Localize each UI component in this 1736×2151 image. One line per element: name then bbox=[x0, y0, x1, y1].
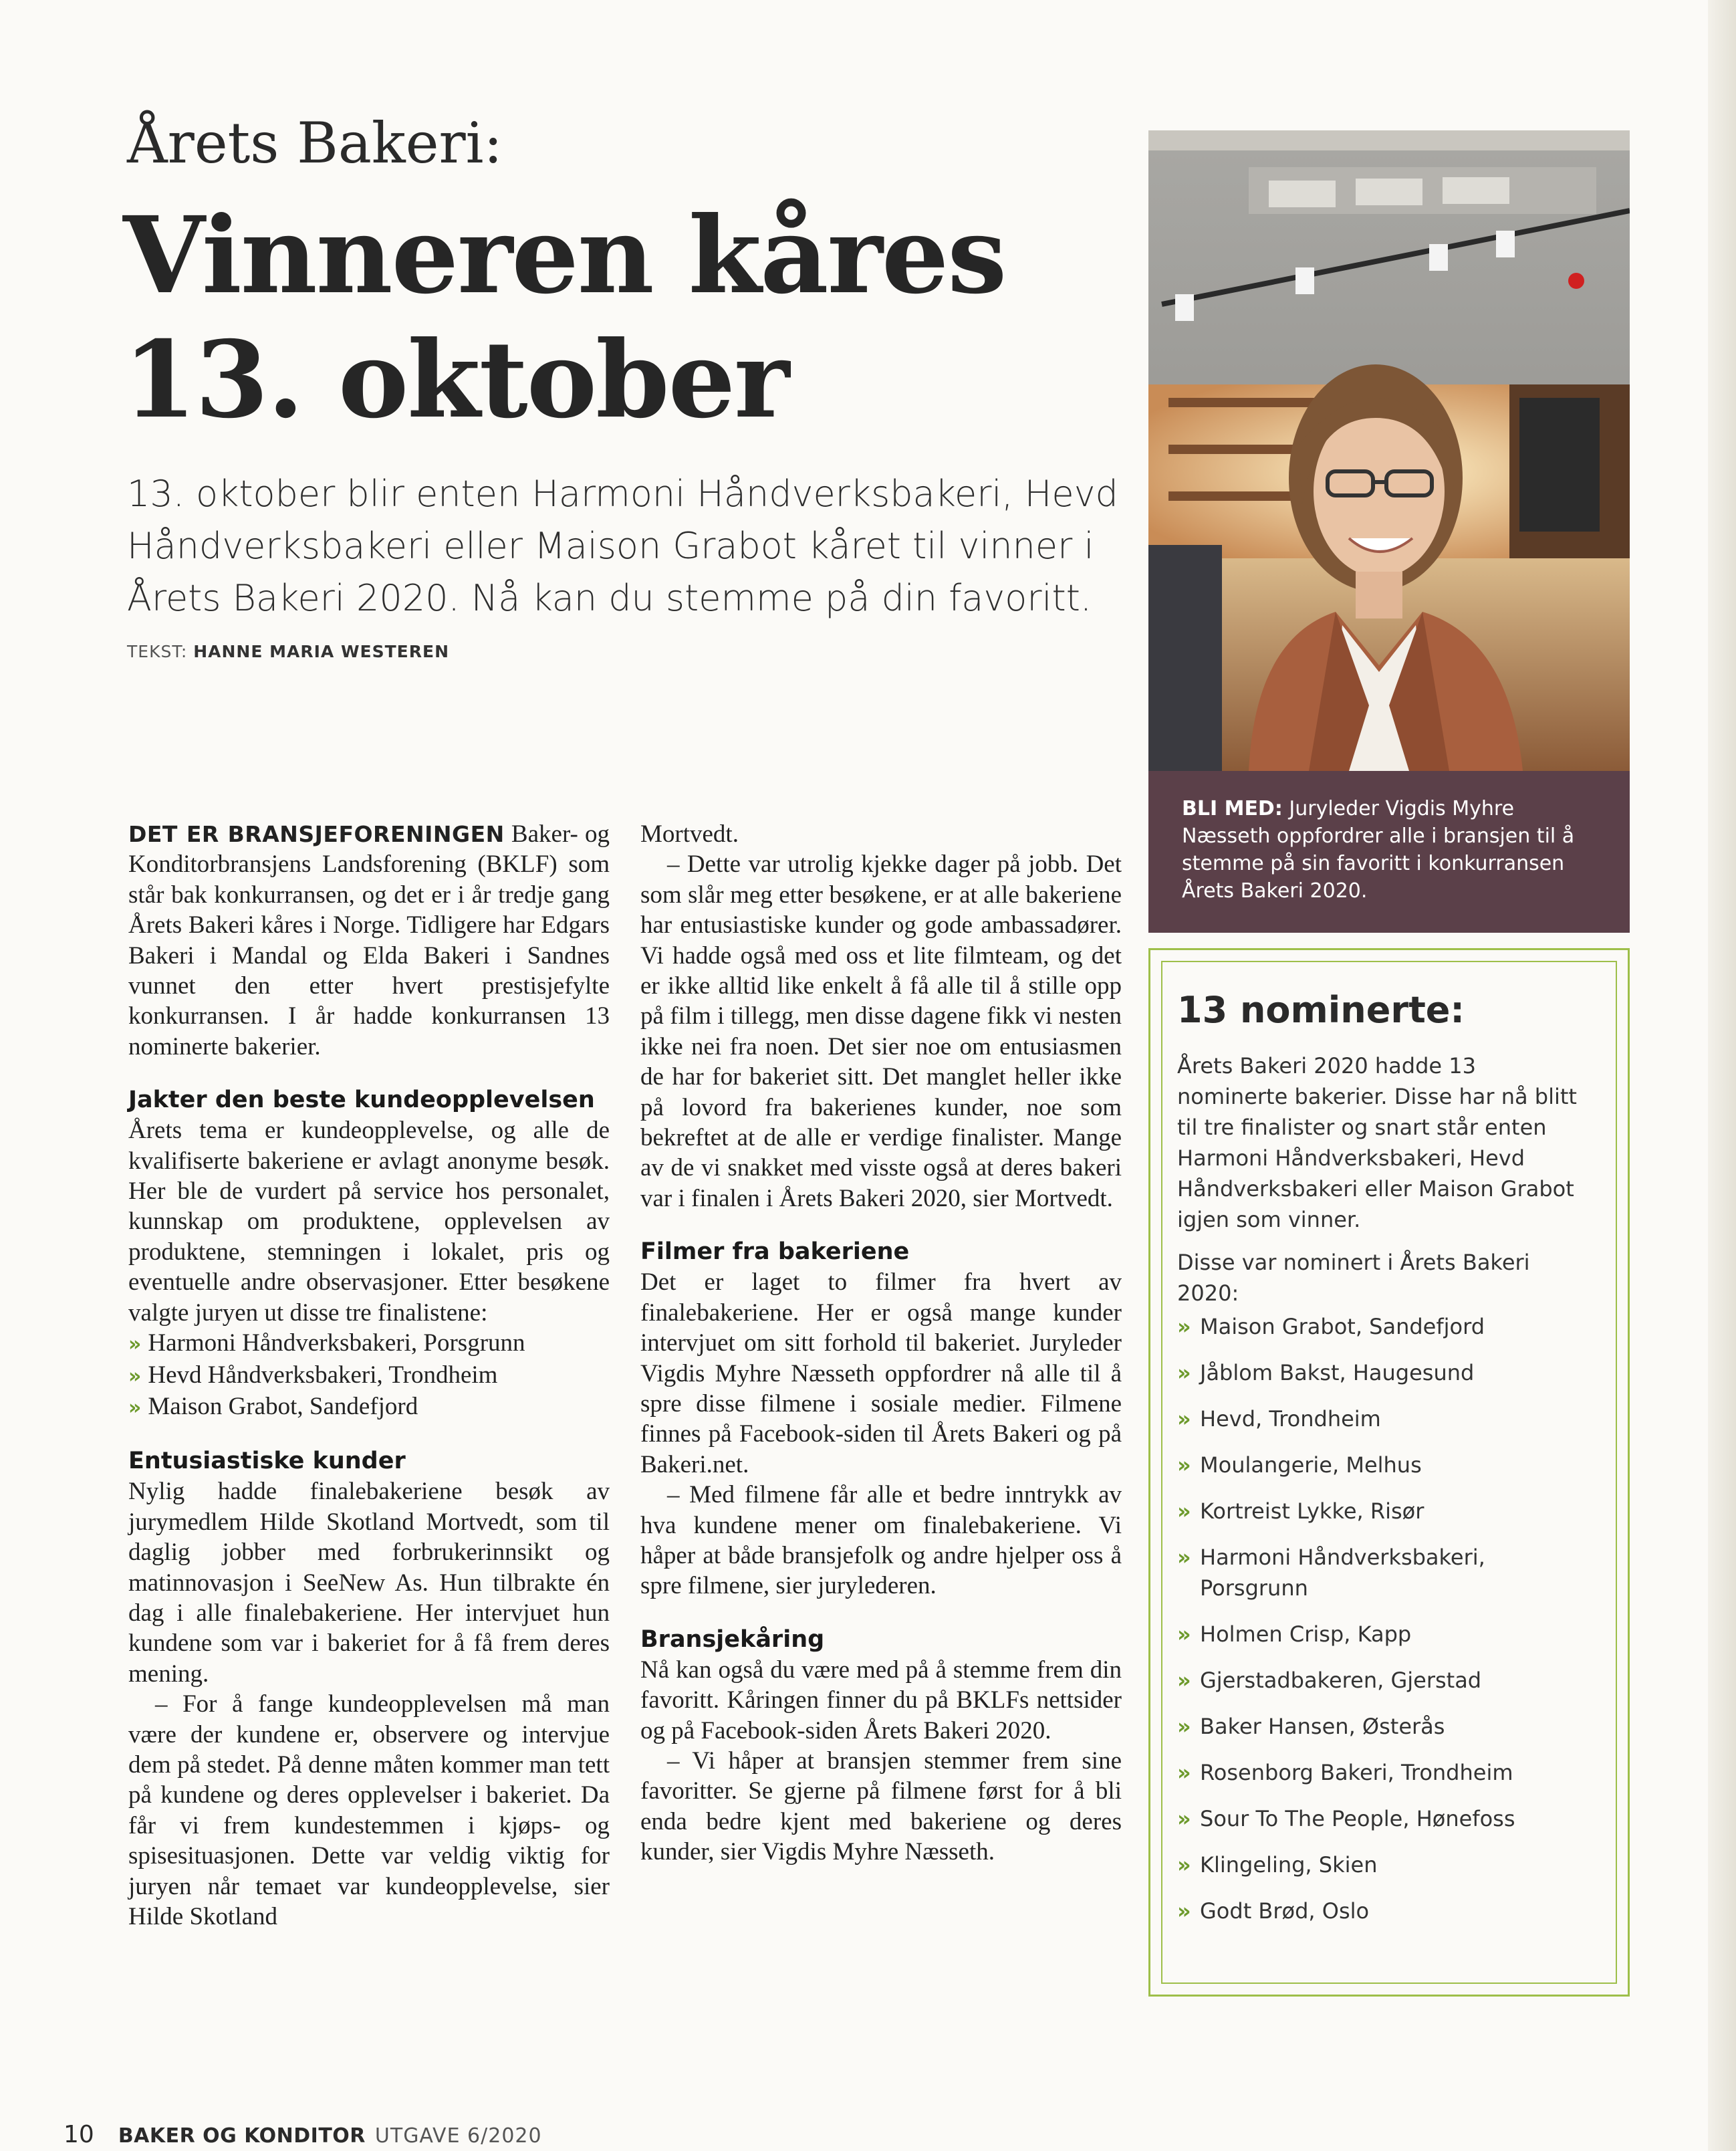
byline bbox=[127, 642, 449, 661]
list-item: » Harmoni Håndverksbakeri, Porsgrunn bbox=[128, 1329, 525, 1357]
caption-text: Juryleder Vigdis Myhre Næsseth oppfordrer alle i bransjen til å stemme på sin favoritt i konkurransen Årets Bakeri 2020. bbox=[1182, 797, 1575, 903]
subheading-filmer: Filmer fra bakeriene bbox=[640, 1238, 910, 1266]
kicker: Årets Bakeri: bbox=[127, 110, 503, 176]
paragraph-fange: – For å fange kundeopplevelsen må man være der kundene er, observere og intervjue dem på stedet. På denne måten kommer man tett på kundene og deres opplevelser i bakeriet. Da får vi frem kundestemmen i kjøps- og spisesituasjonen. Dette var veldig viktig for juryen når temaet var kundeopplevelse, sier Hilde Skotland bbox=[128, 1690, 610, 1930]
article-column-2 bbox=[640, 819, 1122, 1867]
paragraph-haper: – Vi håper at bransjen stemmer frem sine favoritter. Se gjerne på filmene først for å bli enda bedre kjent med bakeriene og deres kunder, sier Vigdis Myhre Næsseth. bbox=[640, 1746, 1122, 1866]
list-item: » Maison Grabot, Sandefjord bbox=[1177, 1311, 1592, 1342]
paragraph-kjekke: – Dette var utrolig kjekke dager på jobb. Det som slår meg etter besøkene, er at alle bakeriene har entusiastiske kunder og gode ambassadører. Vi hadde også med oss et lite filmteam, og det er ikke alltid like enkelt å få alle til å stille opp på film i tillegg, men disse dagene fikk vi nesten ikke nei fra noen. Det sier noe om entusiasmen de har for bakeriet sitt. Det manglet heller ikke på lovord fra bakerienes kunder, noe som bekreftet at de alle er verdige finalister. Mange av de vi snakket med visste også at deres bakeri var i finalen i Årets Bakeri 2020, sier Mortvedt. bbox=[640, 851, 1122, 1212]
subheading-entusiastiske: Entusiastiske kunder bbox=[128, 1448, 406, 1475]
list-item: » Sour To The People, Hønefoss bbox=[1177, 1803, 1592, 1834]
chevron-icon: » bbox=[1177, 1898, 1191, 1924]
magazine-name: BAKER OG KONDITOR bbox=[118, 2124, 366, 2148]
chevron-icon: » bbox=[128, 1333, 142, 1357]
nominees-list bbox=[1177, 1311, 1592, 1942]
chevron-icon: » bbox=[1177, 1806, 1191, 1831]
chevron-icon: » bbox=[1177, 1621, 1191, 1647]
paragraph-mortvedt: Mortvedt. bbox=[640, 820, 739, 848]
chevron-icon: » bbox=[1177, 1760, 1191, 1785]
chevron-icon: » bbox=[1177, 1314, 1191, 1339]
finalists-list bbox=[128, 1328, 610, 1423]
lead-paragraph: 13. oktober blir enten Harmoni Håndverksbakeri, Hevd Håndverksbakeri eller Maison Grabot kåret til vinner i Årets Bakeri 2020. Nå kan du stemme på din favoritt. bbox=[127, 473, 1118, 619]
paragraph-entusiastiske: Nylig hadde finalebakeriene besøk av jurymedlem Hilde Skotland Mortvedt, som til daglig jobber med forbrukerinnsikt og matinnovasjon i SeeNew As. Hun tilbrakte én dag i alle finalebakeriene. Her intervjuet hun kundene som var i bakeriet for å få frem deres mening. bbox=[128, 1478, 610, 1688]
page-edge-shadow bbox=[1708, 0, 1736, 2151]
article-column-1 bbox=[128, 819, 610, 1932]
nominees-intro bbox=[1177, 1050, 1592, 1321]
bakery-photo-illustration bbox=[1148, 130, 1630, 771]
list-item: » Godt Brød, Oslo bbox=[1177, 1896, 1592, 1926]
bakery-photo bbox=[1148, 130, 1630, 771]
paragraph-bransje: Nå kan også du være med på å stemme frem din favoritt. Kåringen finner du på BKLFs nettsider og på Facebook-siden Årets Bakeri 2020. bbox=[640, 1656, 1122, 1744]
list-item: » Harmoni Håndverksbakeri, Porsgrunn bbox=[1177, 1542, 1592, 1603]
list-item: » Hevd, Trondheim bbox=[1177, 1403, 1592, 1434]
paragraph-jakter: Årets tema er kundeopplevelse, og alle de kvalifiserte bakeriene er avlagt anonyme besøk. Her ble de vurdert på service hos personalet, kunnskap om produktene, opplevelsen av produktene, stemningen i lokalet, pris og eventuelle andre observasjoner. Etter besøkene valgte juryen ut disse tre finalistene: bbox=[128, 1117, 610, 1327]
nominees-title: 13 nominerte: bbox=[1177, 989, 1465, 1031]
chevron-icon: » bbox=[1177, 1406, 1191, 1432]
paragraph-filmene: – Med filmene får alle et bedre inntrykk av hva kundene mener om finalebakeriene. Vi håper at både bransjefolk og andre hjelper oss å spre filmene, sier jurylederen. bbox=[640, 1481, 1122, 1600]
byline-label: TEKST: bbox=[127, 642, 188, 661]
list-item: » Hevd Håndverksbakeri, Trondheim bbox=[128, 1361, 498, 1389]
headline: Vinneren kåres 13. oktober bbox=[123, 194, 1006, 442]
list-item: » Klingeling, Skien bbox=[1177, 1849, 1592, 1880]
list-item: » Baker Hansen, Østerås bbox=[1177, 1711, 1592, 1742]
chevron-icon: » bbox=[1177, 1360, 1191, 1385]
issue-label: UTGAVE 6/2020 bbox=[374, 2124, 542, 2148]
list-item: » Gjerstadbakeren, Gjerstad bbox=[1177, 1665, 1592, 1696]
chevron-icon: » bbox=[1177, 1668, 1191, 1693]
paragraph-filmer: Det er laget to filmer fra hvert av finalebakeriene. Her er også mange kunder intervjuet om sitt forhold til bakeriet. Juryleder Vigdis Myhre Næsseth oppfordrer nå alle til å spre disse filmene i sosiale medier. Filmene finnes på Facebook-siden til Årets Bakeri og på Bakeri.net. bbox=[640, 1268, 1122, 1478]
chevron-icon: » bbox=[1177, 1545, 1191, 1570]
list-item: » Rosenborg Bakeri, Trondheim bbox=[1177, 1757, 1592, 1788]
chevron-icon: » bbox=[1177, 1852, 1191, 1878]
list-item: » Kortreist Lykke, Risør bbox=[1177, 1496, 1592, 1526]
photo-caption bbox=[1148, 771, 1630, 933]
list-item: » Holmen Crisp, Kapp bbox=[1177, 1619, 1592, 1650]
subheading-bransje: Bransjekåring bbox=[640, 1625, 825, 1653]
chevron-icon: » bbox=[1177, 1714, 1191, 1739]
intro-paragraph bbox=[128, 819, 610, 1062]
caption-label: BLI MED: bbox=[1182, 797, 1283, 820]
intro-text: Baker- og Konditorbransjens Landsforening (BKLF) som står bak konkurransen, og det er i år tredje gang Årets Bakeri kåres i Norge. Tidligere har Edgars Bakeri i Mandal og Elda Bakeri i Sandnes vunnet den etter hvert prestisjefylte konkurransen. I år hadde konkurransen 13 nominerte bakerier. bbox=[128, 820, 610, 1060]
nominees-intro-2: Disse var nominert i Årets Bakeri 2020: bbox=[1177, 1250, 1530, 1306]
page-number: 10 bbox=[64, 2121, 94, 2148]
list-item: » Jåblom Bakst, Haugesund bbox=[1177, 1357, 1592, 1388]
intro-caps: DET ER BRANSJEFORENINGEN bbox=[128, 821, 505, 847]
nominees-intro-1: Årets Bakeri 2020 hadde 13 nominerte bakerier. Disse har nå blitt til tre finalister og snart står enten Harmoni Håndverksbakeri, Hevd Håndverksbakeri eller Maison Grabot igjen som vinner. bbox=[1177, 1053, 1577, 1232]
chevron-icon: » bbox=[1177, 1452, 1191, 1478]
nominees-box bbox=[1148, 948, 1630, 1997]
list-item: » Maison Grabot, Sandefjord bbox=[128, 1392, 418, 1420]
byline-author: HANNE MARIA WESTEREN bbox=[193, 642, 450, 661]
chevron-icon: » bbox=[128, 1395, 142, 1420]
page-footer bbox=[64, 2121, 542, 2148]
list-item: » Moulangerie, Melhus bbox=[1177, 1450, 1592, 1480]
subheading-jakter: Jakter den beste kundeopplevelsen bbox=[128, 1087, 595, 1114]
chevron-icon: » bbox=[128, 1364, 142, 1388]
chevron-icon: » bbox=[1177, 1498, 1191, 1524]
